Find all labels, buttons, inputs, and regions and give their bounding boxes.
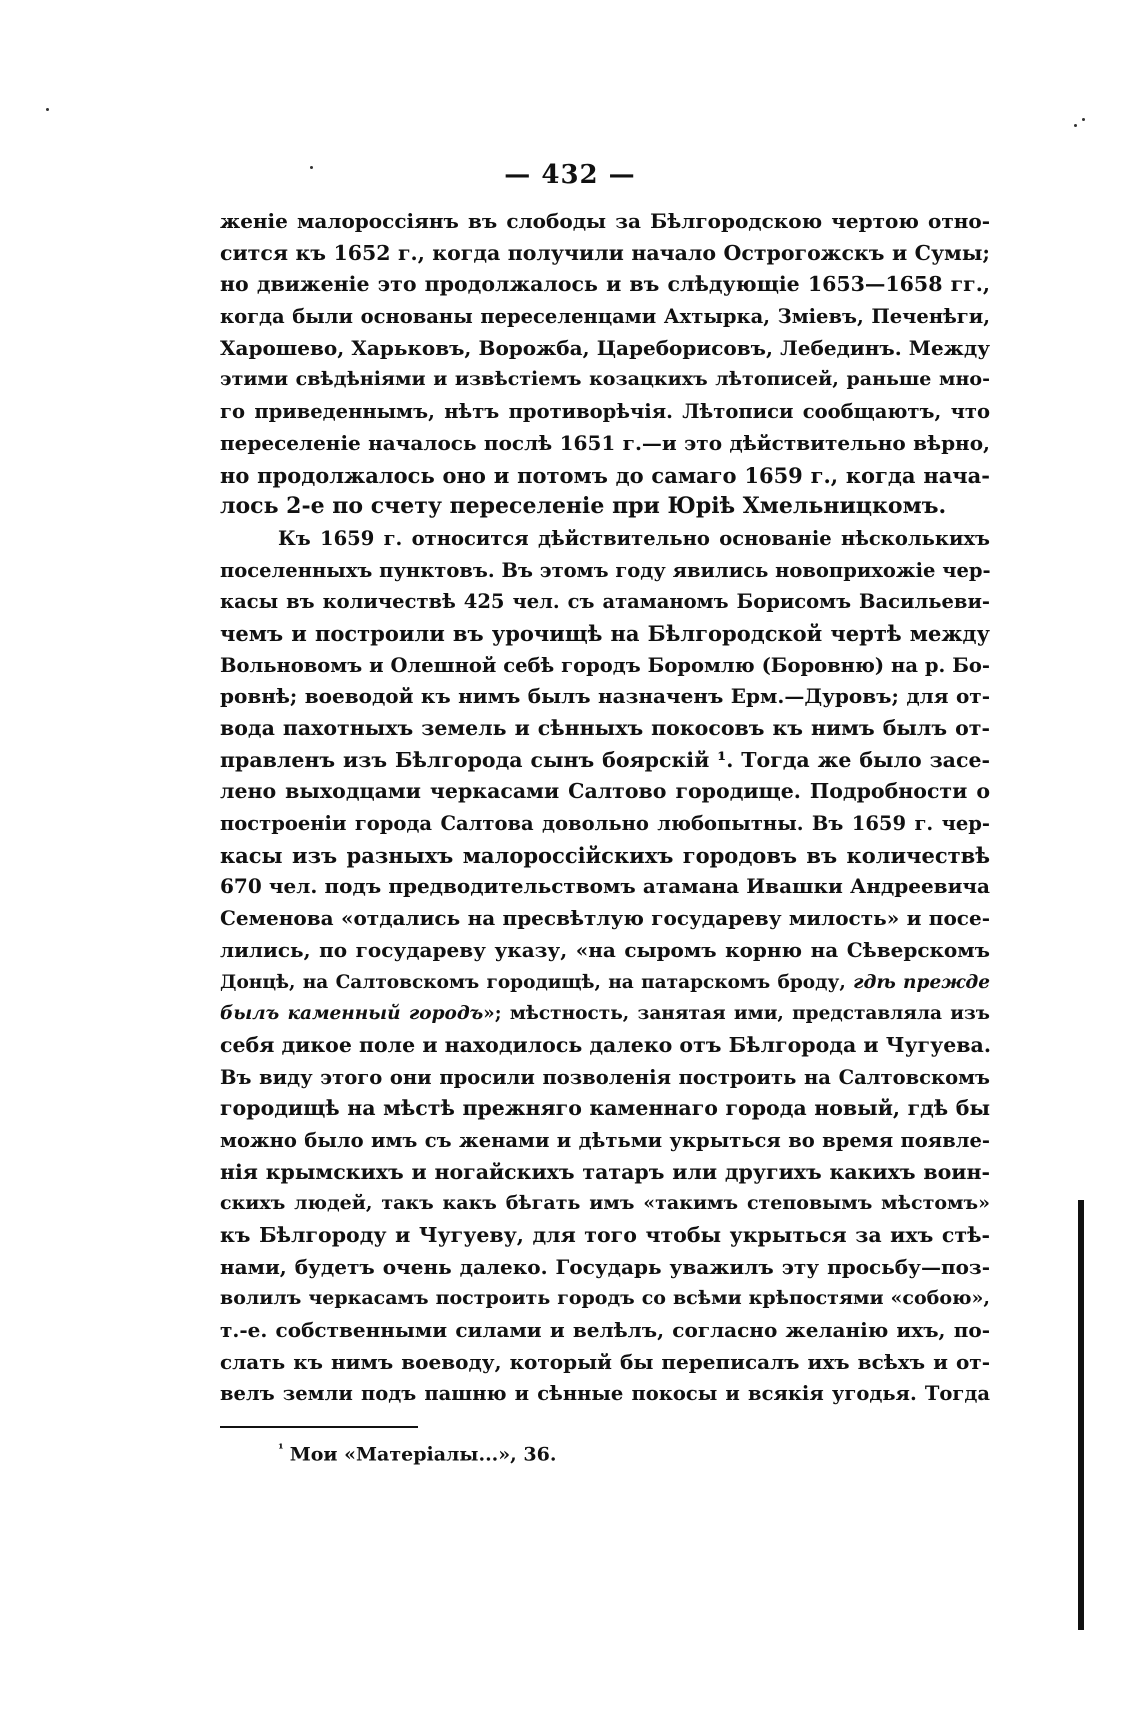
text-line: можно было имъ съ женами и дѣтьми укрыться во время появле-	[220, 1128, 990, 1152]
text-line: лено выходцами черкасами Салтово городище. Подробности о	[220, 779, 990, 804]
text-line: касы въ количествѣ 425 чел. съ атаманомъ Борисомъ Васильеви-	[220, 590, 990, 614]
text-line: нія крымскихъ и ногайскихъ татаръ или другихъ какихъ воин-	[220, 1159, 990, 1184]
text-line: себя дикое поле и находилось далеко отъ Бѣлгорода и Чугуева.	[220, 1032, 991, 1057]
text-segment: »; мѣстность, занятая ими, представляла изъ	[483, 1003, 990, 1025]
scan-speck	[1082, 118, 1085, 121]
text-line: Въ виду этого они просили позволенія построить на Салтовскомъ	[220, 1065, 990, 1089]
text-line: лось 2-е по счету переселеніе при Юріѣ Хмельницкомъ.	[220, 493, 947, 520]
text-line: но движеніе это продолжалось и въ слѣдующіе 1653—1658 гг.,	[220, 272, 990, 297]
text-line: Вольновомъ и Олешной себѣ городъ Боромлю (Боровню) на р. Бо-	[220, 653, 990, 677]
scan-speck	[310, 166, 313, 169]
text-line: къ Бѣлгороду и Чугуеву, для того чтобы укрыться за ихъ стѣ-	[220, 1223, 990, 1247]
text-line: переселеніе началось послѣ 1651 г.—и это дѣйствительно вѣрно,	[220, 430, 990, 455]
text-line: Къ 1659 г. относится дѣйствительно основаніе нѣсколькихъ	[278, 526, 990, 550]
footnote-text: Мои «Матеріалы...», 36.	[289, 1443, 557, 1466]
text-line: ровнѣ; воеводой къ нимъ былъ назначенъ Ерм.—Дуровъ; для от-	[220, 684, 990, 709]
footnote	[278, 1442, 556, 1465]
scan-speck	[1074, 124, 1077, 127]
text-line: женіе малороссіянъ въ слободы за Бѣлгородскою чертою отно-	[220, 209, 990, 233]
text-line: Семенова «отдались на пресвѣтлую государеву милость» и посе-	[220, 906, 990, 931]
text-line: волилъ черкасамъ построить городъ со всѣми крѣпостями «собою»,	[220, 1287, 990, 1310]
text-line: слать къ нимъ воеводу, который бы переписалъ ихъ всѣхъ и от-	[220, 1349, 990, 1374]
scan-edge-bar	[1078, 1200, 1084, 1630]
text-line: Харошево, Харьковъ, Ворожба, Цареборисовъ, Лебединъ. Между	[220, 335, 990, 360]
text-line: сится къ 1652 г., когда получили начало Острогожскъ и Сумы;	[220, 240, 990, 265]
footnote-rule	[220, 1426, 418, 1428]
text-line: 670 чел. подъ предводительствомъ атамана Ивашки Андреевича	[220, 874, 990, 899]
scan-speck	[46, 108, 49, 111]
text-line: поселенныхъ пунктовъ. Въ этомъ году явились новоприхожіе чер-	[220, 558, 991, 582]
text-line: т.-е. собственными силами и велѣлъ, согласно желанію ихъ, по-	[220, 1318, 990, 1343]
text-line: правленъ изъ Бѣлгорода сынъ боярскій ¹. Тогда же было засе-	[220, 747, 990, 772]
text-line-mixed	[220, 967, 990, 999]
text-line: когда были основаны переселенцами Ахтырка, Зміевъ, Печенѣги,	[220, 305, 990, 329]
text-line: нами, будетъ очень далеко. Государь уважилъ эту просьбу—поз-	[220, 1254, 990, 1279]
text-line: чемъ и построили въ урочищѣ на Бѣлгородской чертѣ между	[220, 620, 990, 646]
italic-quote: гдѣ прежде	[853, 971, 990, 993]
text-line: скихъ людей, такъ какъ бѣгать имъ «такимъ степовымъ мѣстомъ»	[220, 1192, 990, 1215]
italic-quote: былъ каменный городъ	[220, 1003, 484, 1025]
body-text	[220, 206, 990, 1410]
text-line: этими свѣдѣніями и извѣстіемъ козацкихъ лѣтописей, раньше мно-	[220, 368, 990, 391]
text-line-mixed	[220, 998, 990, 1030]
text-line: городищѣ на мѣстѣ прежняго каменнаго города новый, гдѣ бы	[220, 1096, 990, 1121]
footnote-mark: ¹	[278, 1442, 284, 1457]
page-number: — 432 —	[504, 160, 636, 190]
text-line: вода пахотныхъ земель и сѣнныхъ покосовъ къ нимъ былъ от-	[220, 716, 990, 740]
text-line: го приведеннымъ, нѣтъ противорѣчія. Лѣтописи сообщаютъ, что	[220, 400, 990, 424]
text-line: но продолжалось оно и потомъ до самаго 1659 г., когда нача-	[220, 462, 990, 488]
text-segment: Донцѣ, на Салтовскомъ городищѣ, на патарскомъ броду,	[220, 971, 854, 993]
text-line: велъ земли подъ пашню и сѣнные покосы и всякія угодья. Тогда	[220, 1382, 990, 1406]
text-line: построеніи города Салтова довольно любопытны. Въ 1659 г. чер-	[220, 812, 990, 836]
text-line: лились, по государеву указу, «на сыромъ корню на Сѣверскомъ	[220, 937, 990, 962]
text-line: касы изъ разныхъ малороссійскихъ городовъ въ количествѣ	[220, 842, 990, 868]
